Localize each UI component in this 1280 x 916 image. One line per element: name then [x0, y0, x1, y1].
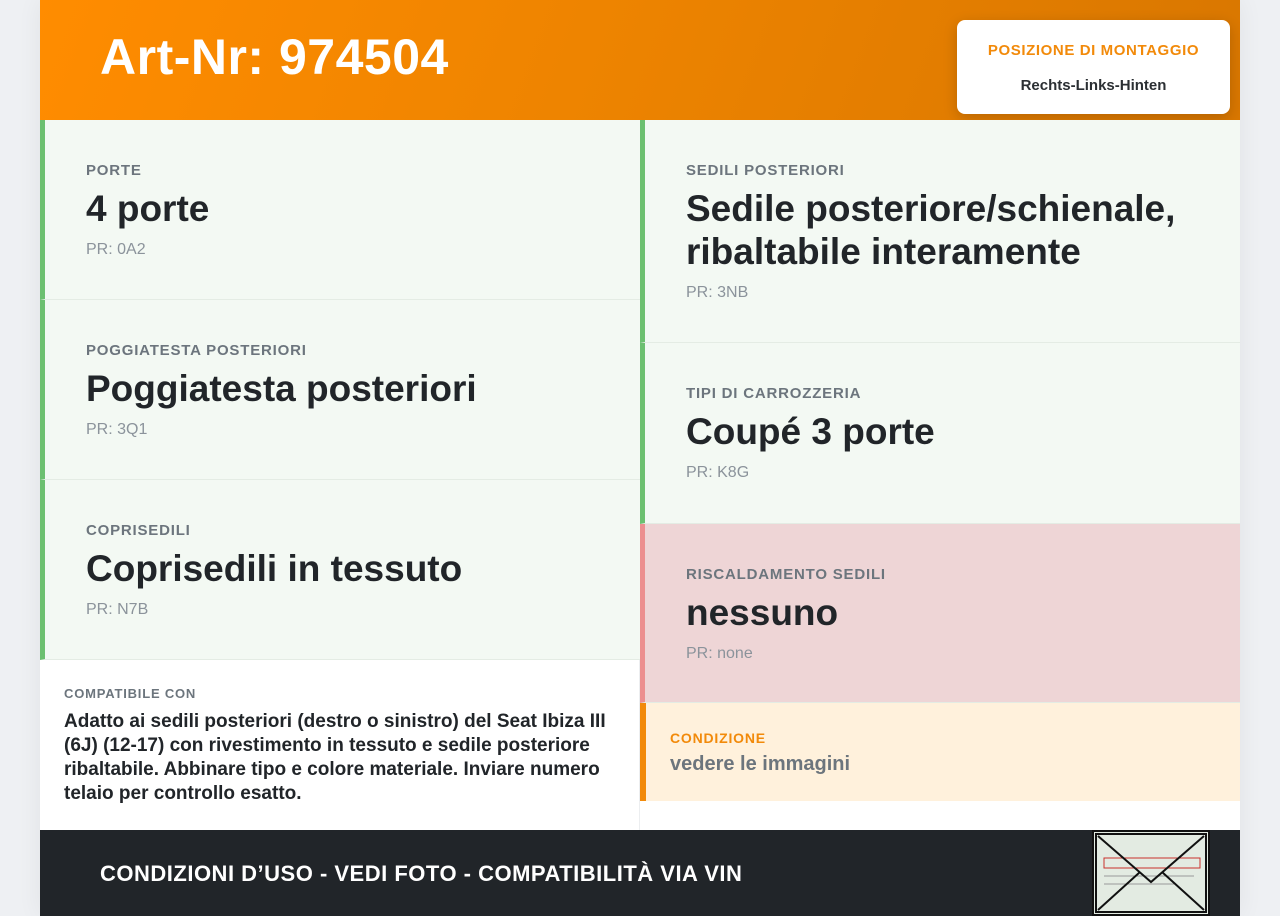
- spec-label: RISCALDAMENTO SEDILI: [686, 566, 886, 583]
- footer-text: CONDIZIONI D’USO - VEDI FOTO - COMPATIBILITÀ VIA VIN: [100, 861, 743, 886]
- footer: [40, 830, 1240, 916]
- spec-pr-code: PR: 3Q1: [86, 421, 148, 438]
- product-sheet: [40, 0, 1240, 916]
- spec-pr-code: PR: N7B: [86, 601, 149, 618]
- spec-value: Poggiatesta posteriori: [86, 368, 477, 409]
- compatibility-text: Adatto ai sedili posteriori (destro o sinistro) del Seat Ibiza III (6J) (12-17) con rivestimento in tessuto e sedile posteriore ribaltabile. Abbinare tipo e colore materiale. Inviare numero telaio per controllo esatto.: [64, 711, 606, 804]
- document-stamp-image: [1092, 830, 1210, 916]
- envelope-icon: [1094, 832, 1208, 914]
- mounting-position-value: Rechts-Links-Hinten: [1020, 77, 1167, 94]
- spec-value: nessuno: [686, 592, 839, 633]
- mounting-position-label: POSIZIONE DI MONTAGGIO: [987, 42, 1200, 59]
- spec-pr-code: PR: none: [686, 645, 753, 662]
- condition-label: CONDIZIONE: [670, 730, 766, 746]
- spec-cell-body-type: [640, 343, 1240, 524]
- spec-label: SEDILI POSTERIORI: [686, 162, 845, 179]
- spec-value: Sedile posteriore/schienale, ribaltabile interamente: [686, 188, 1176, 272]
- compatibility-label: COMPATIBILE CON: [64, 686, 197, 701]
- spec-cell-rear-headrests: [40, 300, 640, 480]
- article-number: Art-Nr: 974504: [100, 29, 449, 85]
- spec-value: Coprisedili in tessuto: [86, 548, 463, 589]
- spec-label: POGGIATESTA POSTERIORI: [86, 342, 307, 359]
- spec-value: 4 porte: [86, 188, 210, 229]
- mounting-position-card: [957, 20, 1230, 114]
- spec-label: COPRISEDILI: [86, 522, 191, 539]
- header: [40, 0, 1240, 120]
- spec-label: PORTE: [86, 162, 142, 179]
- condition-value: vedere le immagini: [670, 753, 851, 775]
- spec-pr-code: PR: 0A2: [86, 241, 146, 258]
- condition-box: [640, 703, 1240, 801]
- spec-pr-code: PR: 3NB: [686, 284, 749, 301]
- spec-cell-doors: [40, 120, 640, 300]
- spec-cell-rear-seats: [640, 120, 1240, 343]
- spec-label: TIPI DI CARROZZERIA: [686, 385, 862, 402]
- compatibility-box: [40, 660, 640, 830]
- spec-cell-seat-heating: [640, 524, 1240, 703]
- spec-pr-code: PR: K8G: [686, 464, 750, 481]
- spec-value: Coupé 3 porte: [686, 411, 935, 452]
- spec-cell-seat-covers: [40, 480, 640, 660]
